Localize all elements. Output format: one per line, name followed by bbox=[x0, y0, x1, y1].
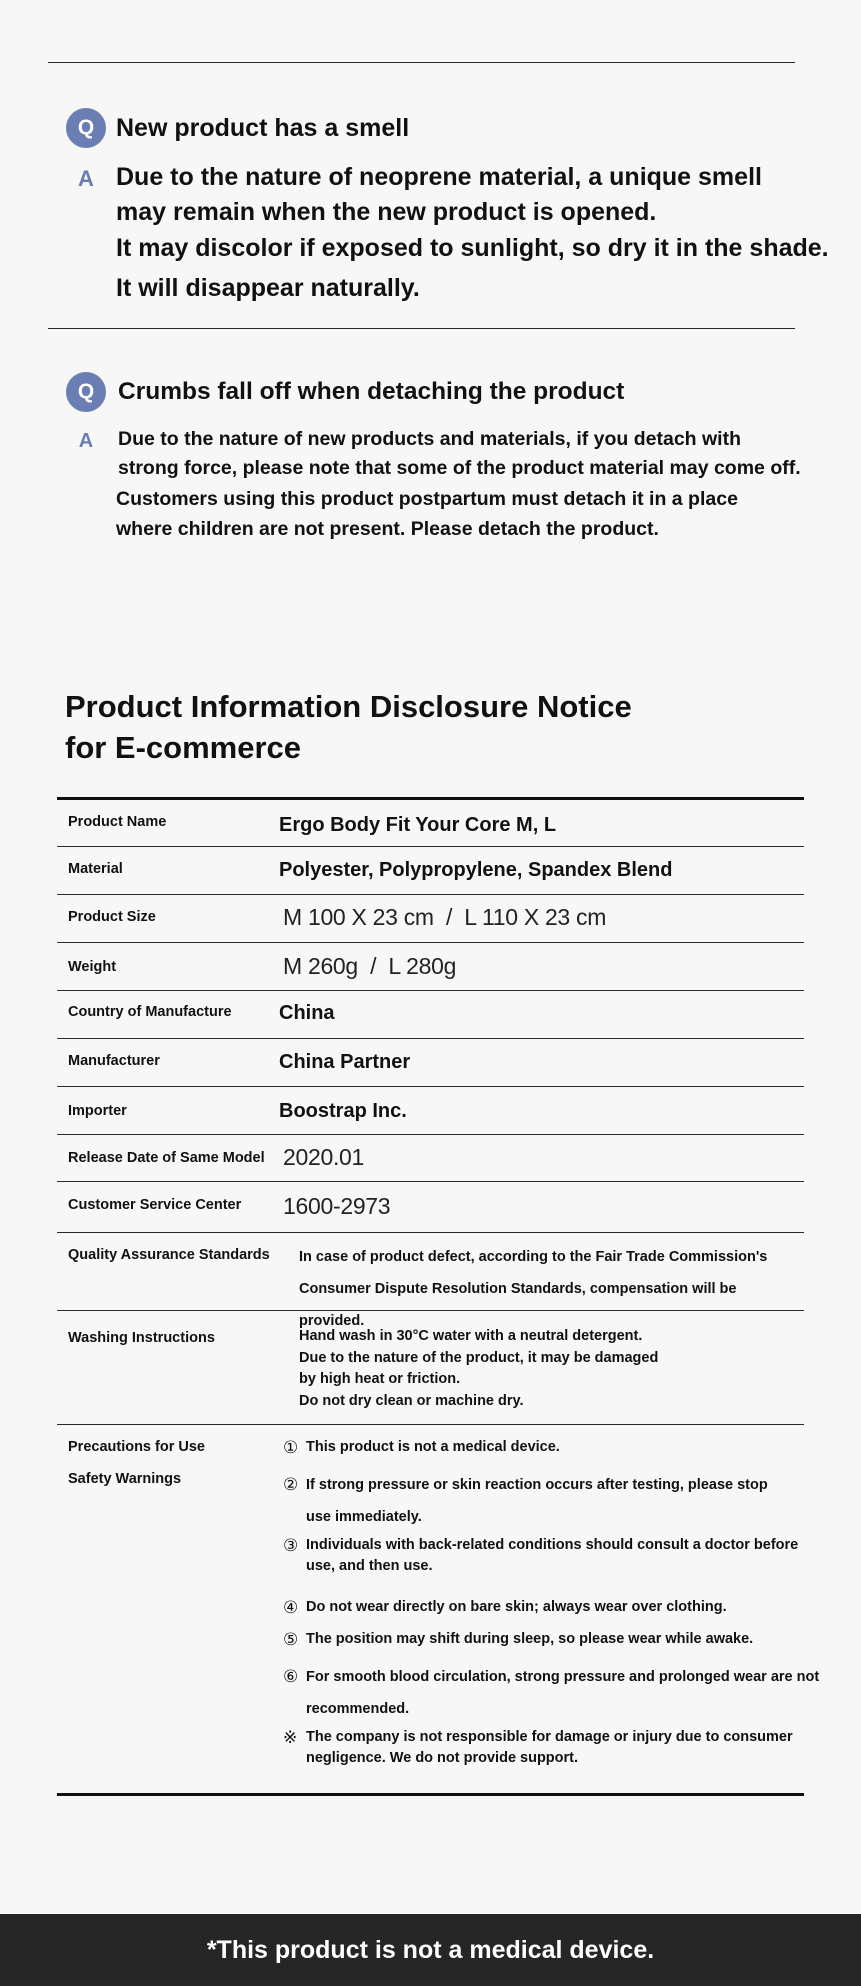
a-badge: A bbox=[78, 430, 94, 452]
answer-line: strong force, please note that some of the product material may come off. bbox=[118, 457, 801, 479]
precaution-item: ※ The company is not responsible for damage or injury due to consumer negligence. We do not provide support. bbox=[283, 1727, 826, 1769]
row-label: Manufacturer bbox=[68, 1053, 160, 1069]
number-icon: ⑤ bbox=[283, 1630, 299, 1649]
table-row bbox=[57, 1087, 804, 1135]
table-row-precautions bbox=[57, 1425, 820, 1793]
row-value: 2020.01 bbox=[283, 1144, 365, 1170]
divider bbox=[48, 62, 795, 63]
section-title: Product Information Disclosure Notice for E-commerce bbox=[65, 689, 632, 765]
table-row bbox=[57, 943, 804, 991]
row-label: Material bbox=[68, 861, 123, 877]
table-row bbox=[57, 847, 804, 895]
answer-line: Due to the nature of new products and materials, if you detach with bbox=[118, 428, 741, 450]
table-row bbox=[57, 1182, 804, 1233]
table-row bbox=[57, 895, 804, 943]
answer-line: Customers using this product postpartum must detach it in a place bbox=[116, 488, 738, 510]
footer-banner bbox=[0, 1914, 861, 1986]
faq-question bbox=[66, 372, 856, 412]
row-value: 1600-2973 bbox=[283, 1193, 391, 1219]
footer-text: *This product is not a medical device. bbox=[206, 1935, 655, 1964]
row-label: Washing Instructions bbox=[68, 1330, 215, 1346]
answer-line: Due to the nature of neoprene material, a unique smell bbox=[116, 163, 762, 191]
row-label: Country of Manufacture bbox=[68, 1004, 232, 1020]
row-value: Polyester, Polypropylene, Spandex Blend bbox=[279, 859, 673, 881]
row-label: Product Size bbox=[68, 909, 156, 925]
divider bbox=[48, 328, 795, 329]
row-label: Precautions for Use bbox=[68, 1439, 205, 1455]
precaution-item: ② If strong pressure or skin reaction occurs after testing, please stop use immediately. bbox=[283, 1469, 786, 1533]
question-text: New product has a smell bbox=[116, 113, 410, 142]
row-label: Release Date of Same Model bbox=[68, 1150, 265, 1166]
table-row bbox=[57, 1135, 804, 1182]
a-badge: A bbox=[78, 166, 94, 191]
faq-question bbox=[66, 108, 856, 148]
number-icon: ③ bbox=[283, 1536, 299, 1555]
number-icon: ④ bbox=[283, 1598, 299, 1617]
precaution-item: ④ Do not wear directly on bare skin; always wear over clothing. bbox=[283, 1598, 727, 1617]
row-label: Safety Warnings bbox=[68, 1471, 182, 1487]
row-value: M 260g / L 280g bbox=[283, 953, 457, 979]
row-label: Weight bbox=[68, 959, 117, 975]
row-label: Quality Assurance Standards bbox=[68, 1247, 270, 1263]
precaution-item: ③ Individuals with back-related conditions should consult a doctor before use, and then use. bbox=[283, 1535, 806, 1577]
table-row-washing bbox=[57, 1311, 804, 1425]
table-row bbox=[57, 1039, 804, 1087]
row-label: Importer bbox=[68, 1103, 127, 1119]
row-value: Hand wash in 30°C water with a neutral detergent. Due to the nature of the product, it may be damaged by high heat or friction. Do not dry clean or machine dry. bbox=[299, 1328, 659, 1409]
table-row-quality bbox=[57, 1233, 804, 1329]
faq-item bbox=[66, 108, 856, 310]
precaution-item: ⑤ The position may shift during sleep, so please wear while awake. bbox=[283, 1630, 754, 1649]
table-bottom-border bbox=[57, 1793, 804, 1796]
table-row bbox=[57, 991, 804, 1039]
row-value: In case of product defect, according to the Fair Trade Commission's Consumer Dispute Resolution Standards, compensation will be provided. bbox=[299, 1249, 768, 1329]
q-badge: Q bbox=[66, 372, 106, 412]
precaution-item: ⑥ For smooth blood circulation, strong pressure and prolonged wear are not recommended. bbox=[283, 1661, 826, 1725]
product-info-table bbox=[57, 797, 820, 1796]
answer-line: may remain when the new product is opened. bbox=[116, 198, 657, 226]
row-label: Customer Service Center bbox=[68, 1197, 242, 1213]
answer-line: It will disappear naturally. bbox=[116, 274, 420, 302]
q-badge: Q bbox=[66, 108, 106, 148]
answer-line: It may discolor if exposed to sunlight, so dry it in the shade. bbox=[116, 234, 829, 262]
number-icon: ② bbox=[283, 1475, 299, 1494]
faq-answer bbox=[66, 160, 856, 310]
row-label: Product Name bbox=[68, 814, 167, 830]
answer-line: where children are not present. Please detach the product. bbox=[116, 518, 659, 540]
row-value: M 100 X 23 cm / L 110 X 23 cm bbox=[283, 904, 607, 930]
row-value: China Partner bbox=[279, 1051, 411, 1073]
table-row bbox=[57, 800, 804, 847]
reference-mark-icon: ※ bbox=[283, 1728, 298, 1747]
precaution-item: ① This product is not a medical device. bbox=[283, 1438, 560, 1457]
question-text: Crumbs fall off when detaching the product bbox=[118, 378, 625, 405]
number-icon: ⑥ bbox=[283, 1667, 299, 1686]
row-value: Boostrap Inc. bbox=[279, 1100, 407, 1122]
row-value: China bbox=[279, 1002, 335, 1024]
faq-item bbox=[66, 372, 856, 543]
row-value: Ergo Body Fit Your Core M, L bbox=[279, 814, 557, 836]
number-icon: ① bbox=[283, 1438, 299, 1457]
faq-answer bbox=[66, 426, 856, 543]
